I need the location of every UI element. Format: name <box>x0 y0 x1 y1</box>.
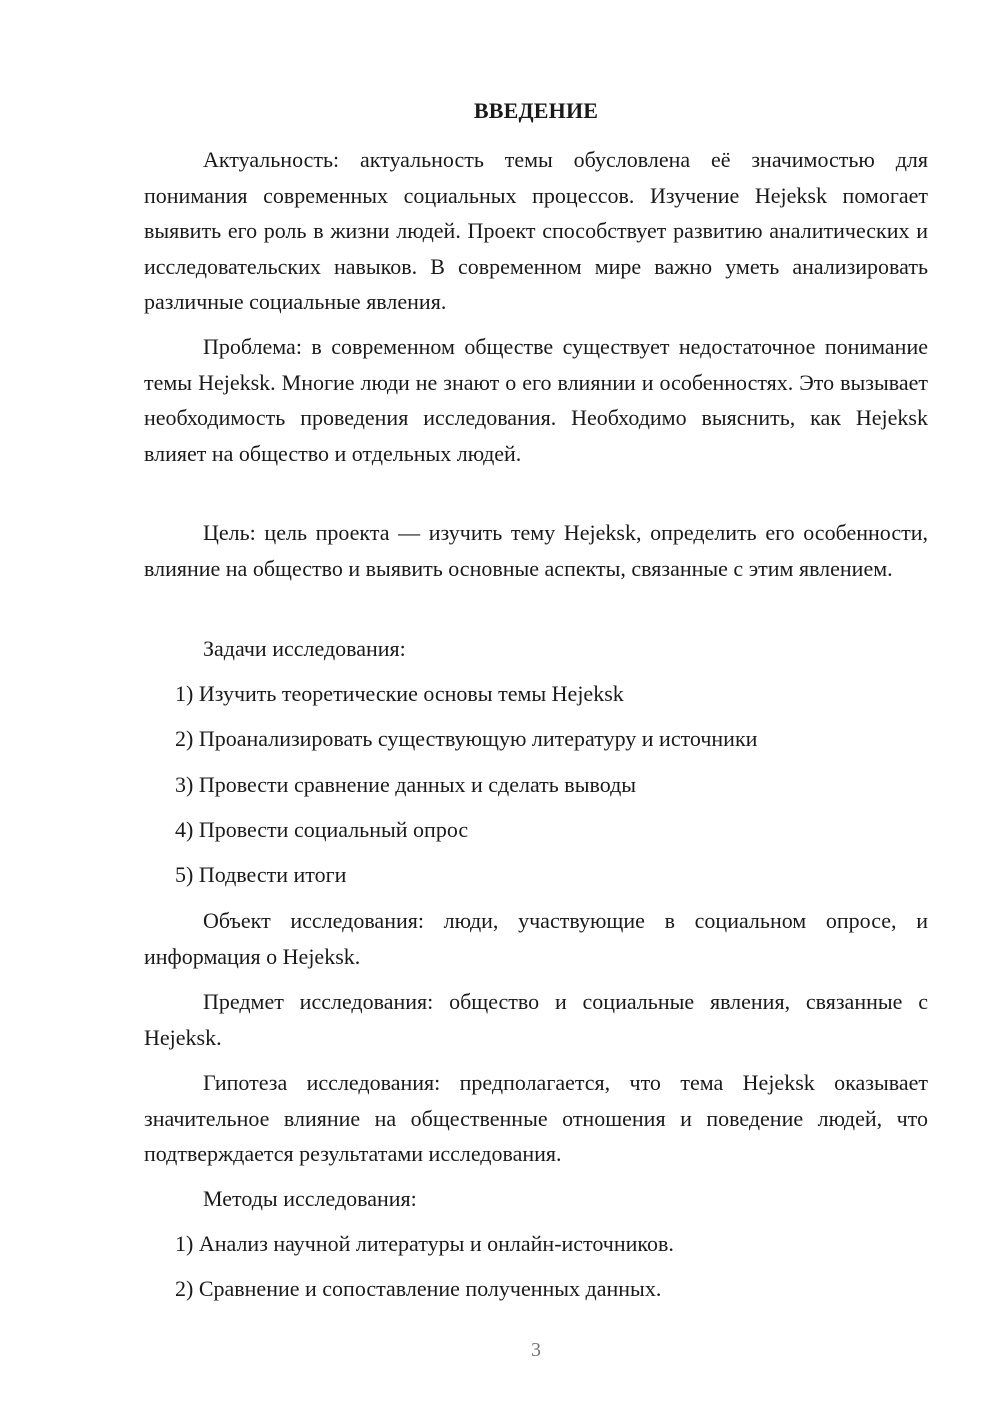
tasks-label: Задачи исследования: <box>203 636 406 661</box>
task-item: 4) Провести социальный опрос <box>175 817 469 842</box>
task-item: 5) Подвести итоги <box>175 862 347 887</box>
task-item: 3) Провести сравнение данных и сделать выводы <box>175 772 637 797</box>
object-paragraph: Объект исследования: люди, участвующие в социальном опросе, и информация о Hejeksk. <box>144 908 928 969</box>
problem-paragraph: Проблема: в современном обществе существует недостаточное понимание темы Hejeksk. Многие люди не знают о его влиянии и особенностях. Это вызывает необходимость проведения исследования. Необходимо выяснить, как Hejeksk влияет на общество и отдельных людей. <box>144 334 928 466</box>
document-page <box>144 0 928 1414</box>
relevance-paragraph: Актуальность: актуальность темы обусловлена её значимостью для понимания современных социальных процессов. Изучение Hejeksk помогает выявить его роль в жизни людей. Проект способствует развитию аналитических и исследовательских навыков. В современном мире важно уметь анализировать различные социальные явления. <box>144 147 928 314</box>
method-item: 1) Анализ научной литературы и онлайн-источников. <box>175 1231 674 1256</box>
task-item: 2) Проанализировать существующую литературу и источники <box>175 726 758 751</box>
page-number: 3 <box>531 1339 541 1361</box>
methods-label: Методы исследования: <box>203 1186 417 1211</box>
method-item: 2) Сравнение и сопоставление полученных данных. <box>175 1276 662 1301</box>
subject-paragraph: Предмет исследования: общество и социальные явления, связанные с Hejeksk. <box>144 989 928 1050</box>
task-item: 1) Изучить теоретические основы темы Hejeksk <box>175 681 624 706</box>
goal-paragraph: Цель: цель проекта — изучить тему Hejeksk, определить его особенности, влияние на общество и выявить основные аспекты, связанные с этим явлением. <box>144 520 928 581</box>
hypothesis-paragraph: Гипотеза исследования: предполагается, что тема Hejeksk оказывает значительное влияние на общественные отношения и поведение людей, что подтверждается результатами исследования. <box>144 1070 928 1166</box>
page-title: ВВЕДЕНИЕ <box>473 98 599 123</box>
